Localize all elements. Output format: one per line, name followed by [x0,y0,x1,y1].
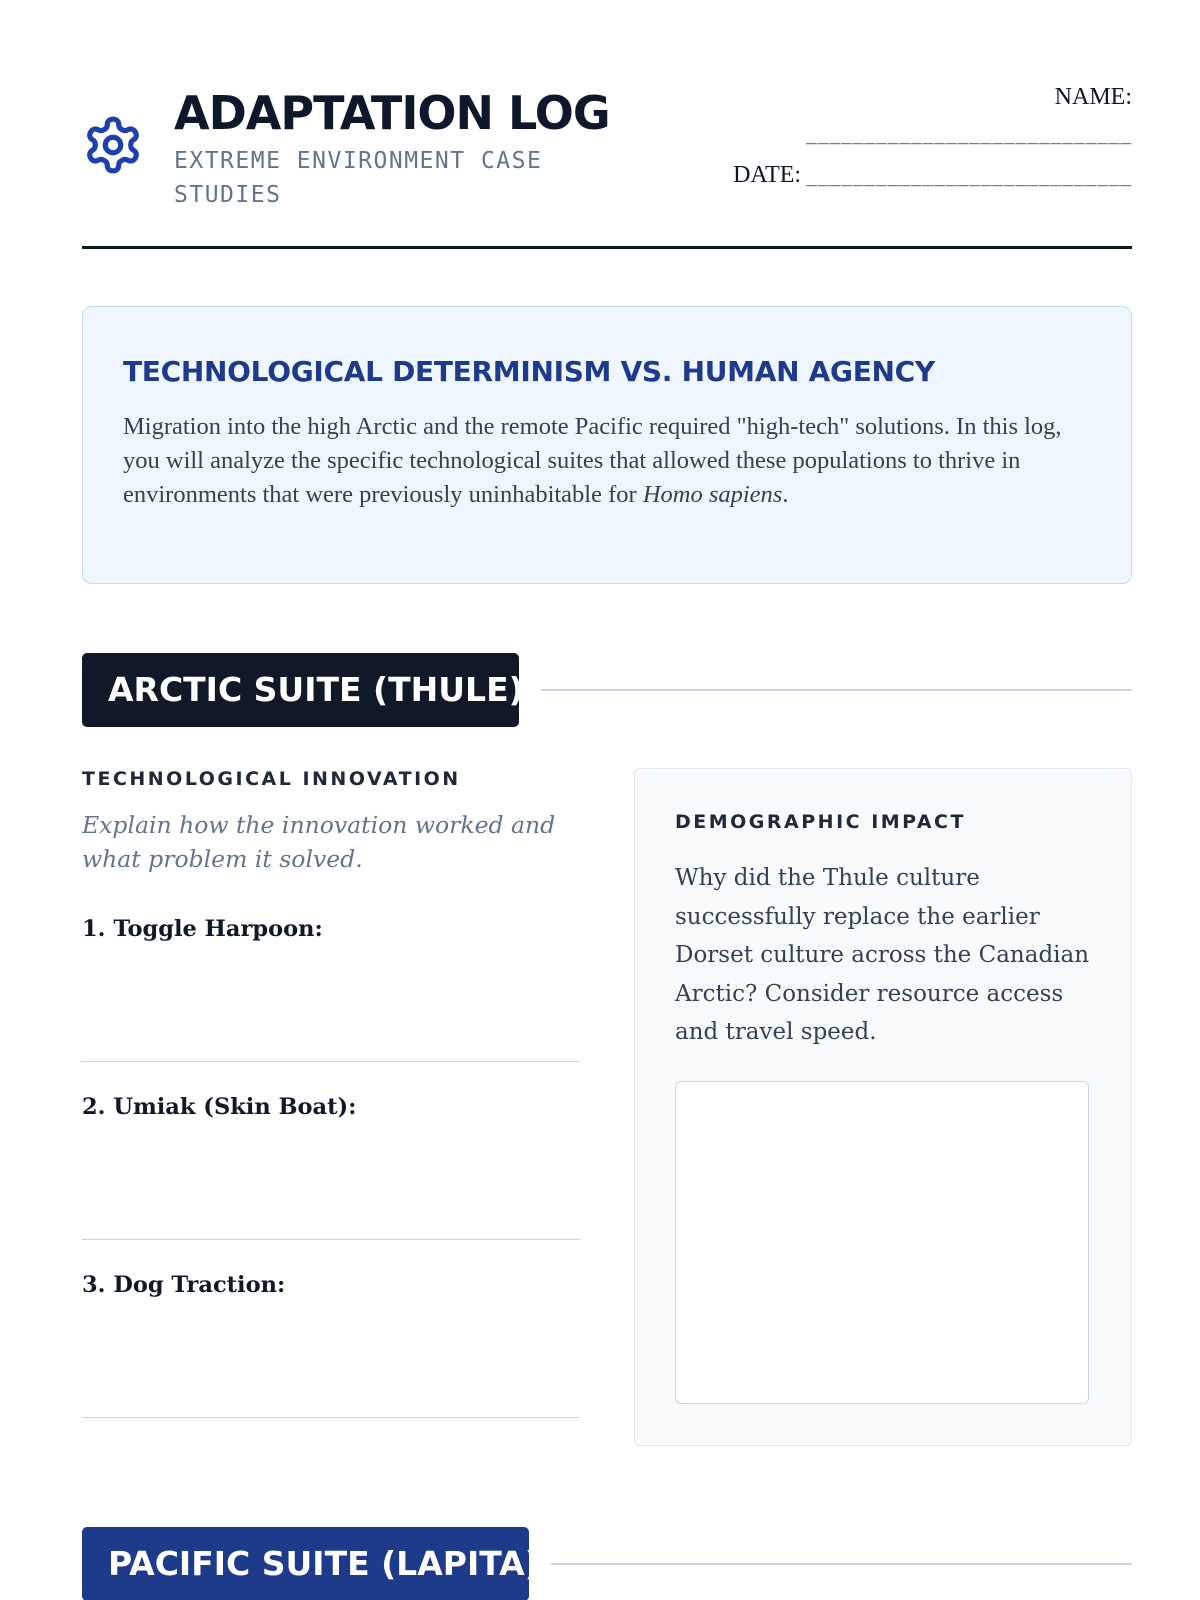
page-subtitle: EXTREME ENVIRONMENT CASE STUDIES [174,148,543,208]
name-label: NAME: [1054,84,1132,110]
intro-callout [82,306,1132,584]
page-title: ADAPTATION LOG [174,86,610,140]
prompt-umiak[interactable] [82,1094,580,1240]
date-field[interactable]: ____________________________ [806,166,1132,187]
prompt-dog-traction[interactable] [82,1272,580,1418]
page-header [82,84,1132,208]
header-divider [82,246,1132,249]
impact-question: Why did the Thule culture successfully replace the earlier Dorset culture across the Canadian Arctic? Consider resource access and travel speed. [675,865,1090,1045]
section-divider-arctic [541,689,1132,691]
intro-text [123,410,1091,512]
impact-answer-box[interactable] [675,1081,1089,1404]
innovation-column [82,768,580,1298]
name-field[interactable]: ____________________________ [806,124,1132,145]
prompt-toggle-harpoon[interactable] [82,916,580,1062]
prompt-label: 3. Dog Traction: [82,1272,286,1298]
demographic-impact-card [634,768,1132,1446]
date-row [733,162,1132,189]
gear-icon [82,114,144,176]
innovation-instruction: Explain how the innovation worked and what problem it solved. [82,811,556,873]
section-heading-arctic: ARCTIC SUITE (THULE) [82,653,519,727]
prompt-label: 2. Umiak (Skin Boat): [82,1094,357,1120]
intro-title: TECHNOLOGICAL DETERMINISM VS. HUMAN AGENCY [123,355,935,388]
impact-eyebrow: DEMOGRAPHIC IMPACT [675,811,966,833]
intro-text-body: Migration into the high Arctic and the remote Pacific required "high-tech" solutions. In this log, you will analyze the specific technological suites that allowed these populations to thrive in environments that were previously uninhabitable for [123,413,1062,508]
prompt-label: 1. Toggle Harpoon: [82,916,323,942]
section-divider-pacific [551,1563,1132,1565]
intro-text-end: . [782,481,789,508]
innovation-eyebrow: TECHNOLOGICAL INNOVATION [82,768,461,790]
section-heading-pacific: PACIFIC SUITE (LAPITA) [82,1527,529,1600]
intro-text-emphasis: Homo sapiens [642,481,783,508]
date-label: DATE: [733,162,802,188]
